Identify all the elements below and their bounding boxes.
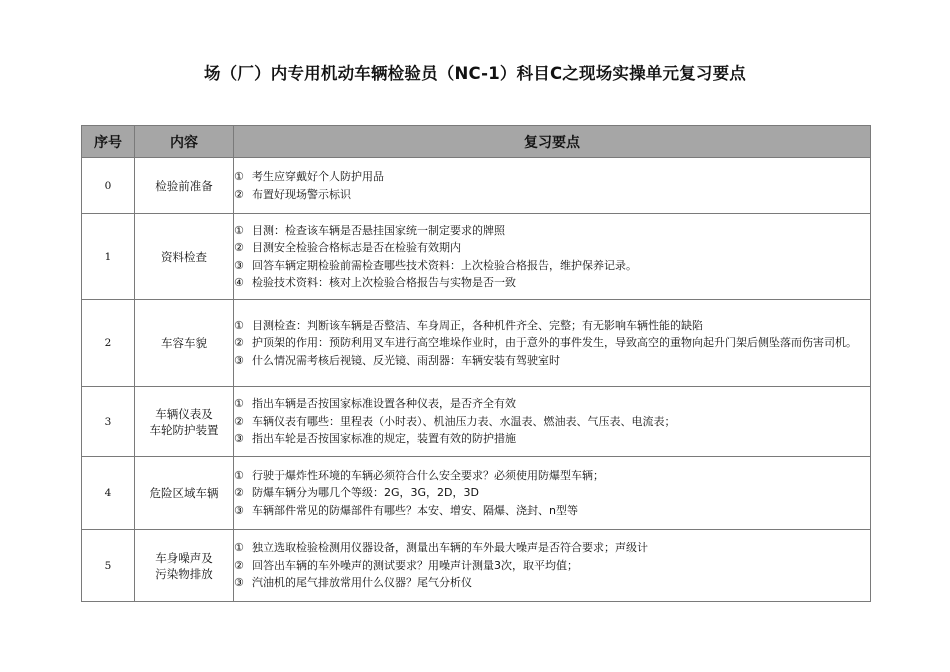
content-line: 车辆仪表及 bbox=[155, 406, 213, 421]
table-row bbox=[82, 530, 871, 602]
row-content bbox=[135, 214, 234, 300]
point-text: 目测检查：判断该车辆是否整洁、车身周正，各种机件齐全、完整；有无影响车辆性能的缺陷 bbox=[252, 318, 703, 332]
review-point bbox=[234, 168, 870, 186]
review-point bbox=[234, 352, 870, 370]
review-point bbox=[234, 413, 870, 431]
review-point bbox=[234, 239, 870, 257]
row-number: 4 bbox=[82, 457, 135, 530]
header-num: 序号 bbox=[82, 126, 135, 158]
row-content bbox=[135, 530, 234, 602]
row-review-points bbox=[234, 158, 871, 214]
point-number-mark: ② bbox=[234, 558, 244, 572]
point-number-mark: ③ bbox=[234, 503, 244, 517]
point-number-mark: ③ bbox=[234, 432, 244, 446]
row-review-points bbox=[234, 300, 871, 387]
review-point bbox=[234, 539, 870, 557]
row-review-points bbox=[234, 530, 871, 602]
point-text: 车辆部件常见的防爆部件有哪些？本安、增安、隔爆、浇封、n型等 bbox=[252, 503, 578, 517]
point-text: 回答出车辆的车外噪声的测试要求？用噪声计测量3次，取平均值； bbox=[252, 558, 578, 572]
content-line: 车轮防护装置 bbox=[149, 422, 219, 437]
point-number-mark: ① bbox=[234, 170, 244, 183]
row-number: 5 bbox=[82, 530, 135, 602]
row-number: 1 bbox=[82, 214, 135, 300]
point-number-mark: ② bbox=[234, 336, 244, 350]
review-point bbox=[234, 222, 870, 240]
table-row bbox=[82, 300, 871, 387]
point-number-mark: ② bbox=[234, 241, 244, 254]
review-point bbox=[234, 502, 870, 520]
point-number-mark: ② bbox=[234, 187, 244, 201]
review-point bbox=[234, 574, 870, 592]
point-number-mark: ① bbox=[234, 397, 244, 411]
review-point bbox=[234, 430, 870, 448]
content-line: 危险区域车辆 bbox=[149, 486, 219, 500]
point-number-mark: ① bbox=[234, 468, 244, 482]
content-line: 车容车貌 bbox=[161, 336, 207, 350]
point-text: 布置好现场警示标识 bbox=[252, 187, 351, 201]
row-number: 2 bbox=[82, 300, 135, 387]
point-text: 行驶于爆炸性环境的车辆必须符合什么安全要求？必须使用防爆型车辆； bbox=[252, 468, 604, 482]
point-number-mark: ④ bbox=[234, 276, 244, 289]
point-text: 回答车辆定期检验前需检查哪些技术资料：上次检验合格报告，维护保养记录。 bbox=[252, 258, 637, 272]
content-line: 车身噪声及 bbox=[155, 550, 213, 565]
point-text: 防爆车辆分为哪几个等级：2G，3G，2D，3D bbox=[252, 486, 479, 500]
point-number-mark: ① bbox=[234, 223, 244, 237]
point-number-mark: ① bbox=[234, 541, 244, 555]
review-point bbox=[234, 334, 870, 352]
row-content bbox=[135, 158, 234, 214]
review-point bbox=[234, 317, 870, 335]
point-text: 指出车辆是否按国家标准设置各种仪表，是否齐全有效 bbox=[252, 397, 516, 411]
content-line: 资料检查 bbox=[161, 249, 207, 264]
review-points-table bbox=[81, 125, 871, 602]
point-number-mark: ③ bbox=[234, 353, 244, 367]
table-row bbox=[82, 214, 871, 300]
content-line: 检验前准备 bbox=[155, 178, 213, 193]
point-text: 检验技术资料：核对上次检验合格报告与实物是否一致 bbox=[252, 276, 516, 289]
row-content bbox=[135, 300, 234, 387]
table-header-row bbox=[82, 126, 871, 158]
point-number-mark: ③ bbox=[234, 258, 244, 272]
table-row bbox=[82, 387, 871, 457]
point-text: 什么情况需考核后视镜、反光镜、雨刮器：车辆安装有驾驶室时 bbox=[252, 353, 560, 367]
row-number: 3 bbox=[82, 387, 135, 457]
row-review-points bbox=[234, 214, 871, 300]
review-point bbox=[234, 467, 870, 485]
point-text: 目测安全检验合格标志是否在检验有效期内 bbox=[252, 241, 461, 254]
table-row bbox=[82, 158, 871, 214]
table-row bbox=[82, 457, 871, 530]
point-number-mark: ③ bbox=[234, 576, 244, 590]
row-content bbox=[135, 387, 234, 457]
review-point bbox=[234, 484, 870, 502]
review-point bbox=[234, 557, 870, 575]
document-title: 场（厂）内专用机动车辆检验员（NC-1）科目C之现场实操单元复习要点 bbox=[203, 64, 747, 83]
content-line: 污染物排放 bbox=[155, 566, 213, 581]
row-number: 0 bbox=[82, 158, 135, 214]
header-points: 复习要点 bbox=[234, 126, 871, 158]
point-number-mark: ② bbox=[234, 486, 244, 500]
review-point bbox=[234, 395, 870, 413]
review-point bbox=[234, 186, 870, 204]
point-text: 汽油机的尾气排放常用什么仪器？尾气分析仪 bbox=[252, 576, 472, 590]
header-content: 内容 bbox=[135, 126, 234, 158]
point-text: 护顶架的作用：预防利用叉车进行高空堆垛作业时，由于意外的事件发生，导致高空的重物向起升门架后侧坠落而伤害司机。 bbox=[252, 336, 857, 350]
row-review-points bbox=[234, 457, 871, 530]
point-text: 考生应穿戴好个人防护用品 bbox=[252, 170, 384, 183]
point-number-mark: ② bbox=[234, 414, 244, 428]
point-text: 目测：检查该车辆是否悬挂国家统一制定要求的牌照 bbox=[252, 223, 505, 237]
row-content bbox=[135, 457, 234, 530]
review-point bbox=[234, 274, 870, 292]
row-review-points bbox=[234, 387, 871, 457]
point-text: 指出车轮是否按国家标准的规定，装置有效的防护措施 bbox=[252, 432, 516, 446]
review-point bbox=[234, 257, 870, 275]
point-number-mark: ① bbox=[234, 318, 244, 332]
point-text: 车辆仪表有哪些：里程表（小时表）、机油压力表、水温表、燃油表、气压表、电流表； bbox=[252, 414, 676, 428]
point-text: 独立选取检验检测用仪器设备，测量出车辆的车外最大噪声是否符合要求；声级计 bbox=[252, 541, 648, 555]
